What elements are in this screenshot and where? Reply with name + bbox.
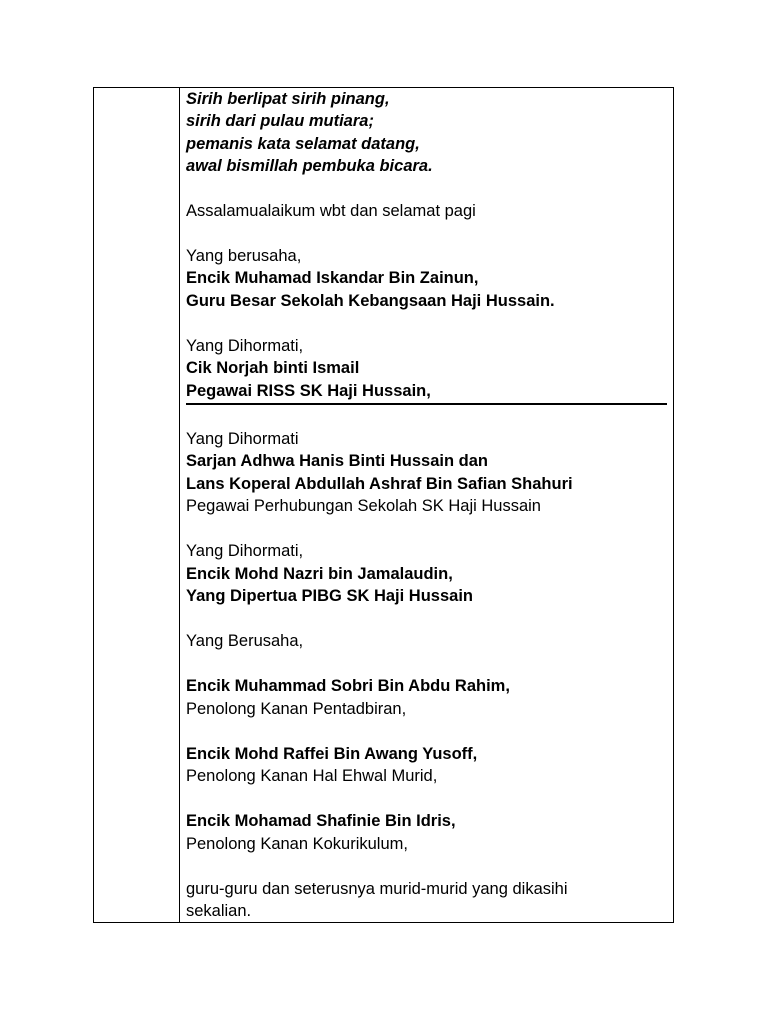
greeting-text: Assalamualaikum wbt dan selamat pagi <box>186 202 476 220</box>
person-name: Encik Mohamad Shafinie Bin Idris, <box>186 812 456 830</box>
salutation-text: Yang Berusaha, <box>186 632 304 650</box>
person-name: Encik Mohd Nazri bin Jamalaudin, <box>186 565 453 583</box>
section-divider <box>186 403 667 405</box>
person-title: Guru Besar Sekolah Kebangsaan Haji Hussain. <box>186 292 555 310</box>
closing-text: sekalian. <box>186 902 252 920</box>
person-name: Sarjan Adhwa Hanis Binti Hussain dan <box>186 452 488 470</box>
salutation-text: Yang berusaha, <box>186 247 302 265</box>
person-name: Cik Norjah binti Ismail <box>186 359 360 377</box>
person-name: Encik Muhamad Iskandar Bin Zainun, <box>186 269 479 287</box>
salutation-text: Yang Dihormati, <box>186 337 304 355</box>
pantun-line: sirih dari pulau mutiara; <box>186 112 374 130</box>
salutation-text: Yang Dihormati <box>186 430 299 448</box>
person-name: Encik Mohd Raffei Bin Awang Yusoff, <box>186 745 478 763</box>
person-title: Yang Dipertua PIBG SK Haji Hussain <box>186 587 473 605</box>
person-name: Encik Muhammad Sobri Bin Abdu Rahim, <box>186 677 510 695</box>
pantun-line: awal bismillah pembuka bicara. <box>186 157 433 175</box>
pantun-line: Sirih berlipat sirih pinang, <box>186 90 390 108</box>
person-title: Penolong Kanan Kokurikulum, <box>186 835 408 853</box>
person-title: Penolong Kanan Hal Ehwal Murid, <box>186 767 438 785</box>
closing-text: guru-guru dan seterusnya murid-murid yang dikasihi <box>186 880 568 898</box>
speech-text-cell <box>186 88 667 922</box>
pantun-line: pemanis kata selamat datang, <box>186 135 420 153</box>
speech-table <box>93 87 674 923</box>
person-name: Lans Koperal Abdullah Ashraf Bin Safian Shahuri <box>186 475 573 493</box>
salutation-text: Yang Dihormati, <box>186 542 304 560</box>
person-title: Penolong Kanan Pentadbiran, <box>186 700 407 718</box>
person-title: Pegawai Perhubungan Sekolah SK Haji Hussain <box>186 497 541 515</box>
person-title: Pegawai RISS SK Haji Hussain, <box>186 382 431 400</box>
left-column-cell <box>94 88 180 922</box>
